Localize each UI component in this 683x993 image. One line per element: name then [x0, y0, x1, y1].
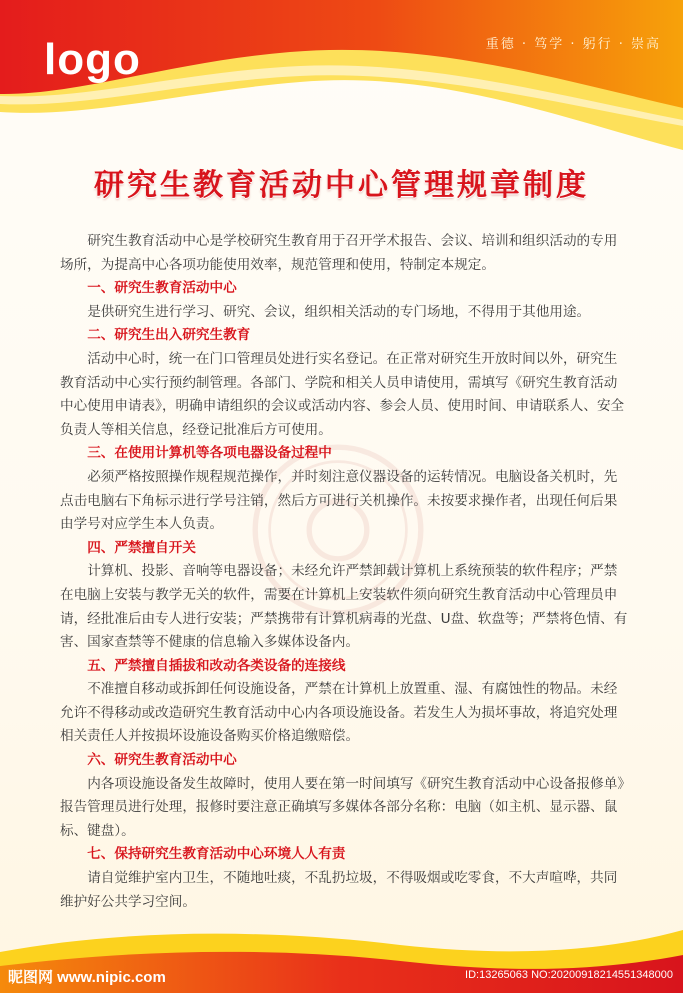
- section-paragraph: 请自觉维护室内卫生，不随地吐痰，不乱扔垃圾，不得吸烟或吃零食，不大声喧哗，共同维护好公共学习空间。: [60, 870, 618, 910]
- site-watermark: 昵图网 www.nipic.com: [8, 969, 166, 986]
- intro-paragraph: 研究生教育活动中心是学校研究生教育用于召开学术报告、会议、培训和组织活动的专用场所，为提高中心各项功能使用效率，规范管理和使用，特制定本规定。: [60, 233, 618, 273]
- regulations-body: [60, 230, 630, 914]
- section-paragraph: 必须严格按照操作规程规范操作，并时刻注意仪器设备的运转情况。电脑设备关机时，先点击电脑右下角标示进行学号注销，然后方可进行关机操作。未按要求操作者，出现任何后果由学号对应学生本人负责。: [60, 468, 618, 533]
- section-paragraph: 不准擅自移动或拆卸任何设施设备，严禁在计算机上放置重、湿、有腐蚀性的物品。未经允许不得移动或改造研究生教育活动中心内各项设施设备。若发生人为损坏事故，将追究处理相关责任人并按损坏设施设备购买价格追缴赔偿。: [60, 681, 618, 745]
- page-title: 研究生教育活动中心管理规章制度: [94, 168, 589, 203]
- motto: 重德 · 笃学 · 躬行 · 崇高: [485, 37, 661, 52]
- section-paragraph: 是供研究生进行学习、研究、会议，组织相关活动的专门场地，不得用于其他用途。: [87, 303, 591, 320]
- section-heading: 六、研究生教育活动中心: [87, 752, 237, 769]
- section-heading: 一、研究生教育活动中心: [87, 280, 237, 297]
- section-heading: 四、严禁擅自开关: [87, 539, 196, 556]
- section-heading: 七、保持研究生教育活动中心环境人人有责: [87, 846, 346, 863]
- section-paragraph: 活动中心时，统一在门口管理员处进行实名登记。在正常对研究生开放时间以外，研究生教育活动中心实行预约制管理。各部门、学院和相关人员申请使用，需填写《研究生教育活动中心使用申请表》，明确申请组织的会议或活动内容、参会人员、使用时间、申请联系人、安全负责人等相关信息，经登记批准后方可使用。: [60, 350, 625, 438]
- section-heading: 二、研究生出入研究生教育: [87, 327, 251, 344]
- section-paragraph: 计算机、投影、音响等电器设备；未经允许严禁卸载计算机上系统预装的软件程序；严禁在电脑上安装与教学无关的软件，需要在计算机上安装软件须向研究生教育活动中心管理员申请，经批准后由专人进行安装；严禁携带有计算机病毒的光盘、U盘、软盘等；严禁将色情、有害、国家查禁等不健康的信息输入多媒体设备内。: [60, 563, 628, 651]
- section-heading: 三、在使用计算机等各项电器设备过程中: [87, 445, 332, 462]
- section-paragraph: 内各项设施设备发生故障时，使用人要在第一时间填写《研究生教育活动中心设备报修单》报告管理员进行处理，报修时要注意正确填写多媒体各部分名称：电脑（如主机、显示器、鼠标、键盘）。: [60, 775, 625, 839]
- logo: logo: [44, 35, 141, 84]
- section-heading: 五、严禁擅自插拔和改动各类设备的连接线: [87, 657, 346, 674]
- image-id: ID:13265063 NO:20200918214551348000: [465, 969, 673, 981]
